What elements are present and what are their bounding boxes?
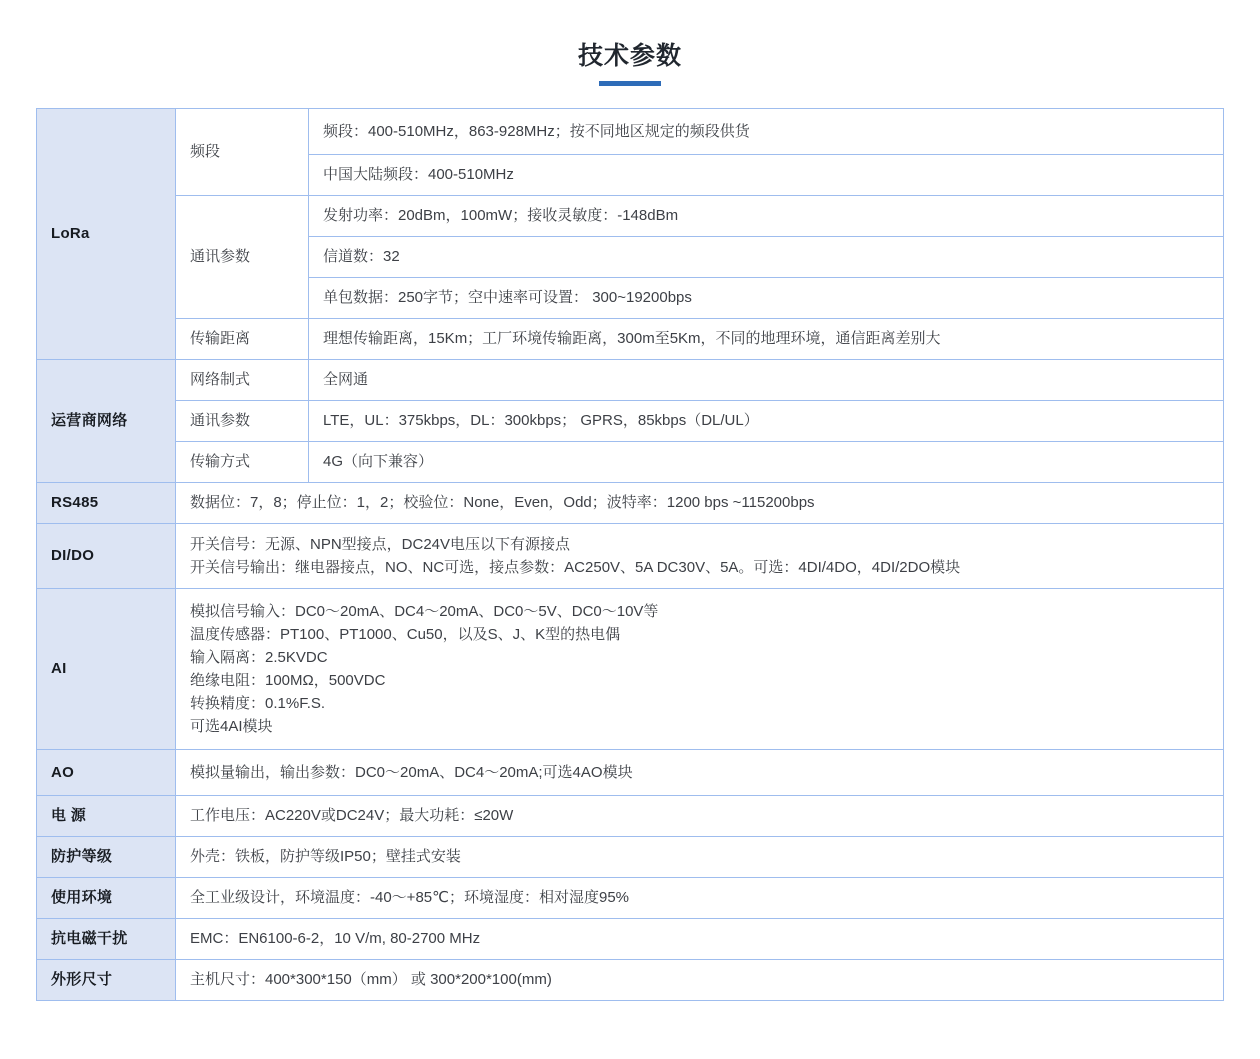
subcategory-comm-params: 通讯参数 bbox=[176, 196, 309, 319]
table-row bbox=[37, 878, 1224, 919]
value-cell: 模拟量输出，输出参数：DC0～20mA、DC4～20mA;可选4AO模块 bbox=[176, 750, 1224, 796]
value-cell: 中国大陆频段：400-510MHz bbox=[309, 155, 1224, 196]
table-row bbox=[37, 109, 1224, 155]
value-cell: 全工业级设计，环境温度：-40～+85℃；环境湿度：相对湿度95% bbox=[176, 878, 1224, 919]
table-row bbox=[37, 401, 1224, 442]
value-cell: 主机尺寸：400*300*150（mm） 或 300*200*100(mm) bbox=[176, 960, 1224, 1001]
value-cell: 全网通 bbox=[309, 360, 1224, 401]
table-row bbox=[37, 483, 1224, 524]
table-row bbox=[37, 360, 1224, 401]
value-cell bbox=[176, 589, 1224, 750]
value-cell: LTE，UL：375kbps，DL：300kbps； GPRS，85kbps（DL/UL） bbox=[309, 401, 1224, 442]
value-line: 可选4AI模块 bbox=[190, 718, 273, 735]
value-line: 开关信号输出：继电器接点，NO、NC可选，接点参数：AC250V、5A DC30V、5A。可选：4DI/4DO，4DI/2DO模块 bbox=[190, 559, 961, 576]
value-cell: 频段：400-510MHz，863-928MHz；按不同地区规定的频段供货 bbox=[309, 109, 1224, 155]
value-cell: 数据位：7，8；停止位：1，2；校验位：None，Even，Odd；波特率：1200 bps ~115200bps bbox=[176, 483, 1224, 524]
subcategory-band: 频段 bbox=[176, 109, 309, 196]
value-cell bbox=[176, 524, 1224, 589]
section-label-dimensions: 外形尺寸 bbox=[37, 960, 176, 1001]
section-label-lora: LoRa bbox=[37, 109, 176, 360]
section-label-ao: AO bbox=[37, 750, 176, 796]
value-cell: EMC：EN6100-6-2，10 V/m, 80-2700 MHz bbox=[176, 919, 1224, 960]
value-cell: 单包数据：250字节；空中速率可设置： 300~19200bps bbox=[309, 278, 1224, 319]
value-cell: 工作电压：AC220V或DC24V；最大功耗：≤20W bbox=[176, 796, 1224, 837]
table-row bbox=[37, 196, 1224, 237]
value-cell: 发射功率：20dBm，100mW；接收灵敏度：-148dBm bbox=[309, 196, 1224, 237]
table-row bbox=[37, 837, 1224, 878]
spec-table bbox=[36, 108, 1224, 1001]
section-label-protection-rating: 防护等级 bbox=[37, 837, 176, 878]
section-label-power: 电 源 bbox=[37, 796, 176, 837]
table-row bbox=[37, 589, 1224, 750]
section-label-rs485: RS485 bbox=[37, 483, 176, 524]
value-line: 输入隔离：2.5KVDC bbox=[190, 649, 328, 666]
section-label-ai: AI bbox=[37, 589, 176, 750]
table-row bbox=[37, 796, 1224, 837]
value-cell: 4G（向下兼容） bbox=[309, 442, 1224, 483]
section-label-dido: DI/DO bbox=[37, 524, 176, 589]
subcategory-distance: 传输距离 bbox=[176, 319, 309, 360]
value-cell: 信道数：32 bbox=[309, 237, 1224, 278]
section-label-emc: 抗电磁干扰 bbox=[37, 919, 176, 960]
value-line: 开关信号：无源、NPN型接点，DC24V电压以下有源接点 bbox=[190, 536, 571, 553]
table-row bbox=[37, 442, 1224, 483]
value-line: 转换精度：0.1%F.S. bbox=[190, 695, 326, 712]
subcategory-transmission-mode: 传输方式 bbox=[176, 442, 309, 483]
table-row bbox=[37, 919, 1224, 960]
value-line: 绝缘电阻：100MΩ，500VDC bbox=[190, 672, 386, 689]
subcategory-network-standard: 网络制式 bbox=[176, 360, 309, 401]
section-label-carrier-network: 运营商网络 bbox=[37, 360, 176, 483]
value-line: 温度传感器：PT100、PT1000、Cu50，以及S、J、K型的热电偶 bbox=[190, 626, 621, 643]
subcategory-comm-params: 通讯参数 bbox=[176, 401, 309, 442]
value-line: 模拟信号输入：DC0～20mA、DC4～20mA、DC0～5V、DC0～10V等 bbox=[190, 603, 659, 620]
section-label-environment: 使用环境 bbox=[37, 878, 176, 919]
table-row bbox=[37, 750, 1224, 796]
page-header bbox=[0, 0, 1260, 86]
value-cell: 外壳：铁板，防护等级IP50；壁挂式安装 bbox=[176, 837, 1224, 878]
table-row bbox=[37, 319, 1224, 360]
title-underline-bar bbox=[599, 81, 661, 86]
table-row bbox=[37, 960, 1224, 1001]
page-title: 技术参数 bbox=[577, 42, 682, 70]
table-row bbox=[37, 524, 1224, 589]
value-cell: 理想传输距离，15Km；工厂环境传输距离，300m至5Km，不同的地理环境，通信距离差别大 bbox=[309, 319, 1224, 360]
